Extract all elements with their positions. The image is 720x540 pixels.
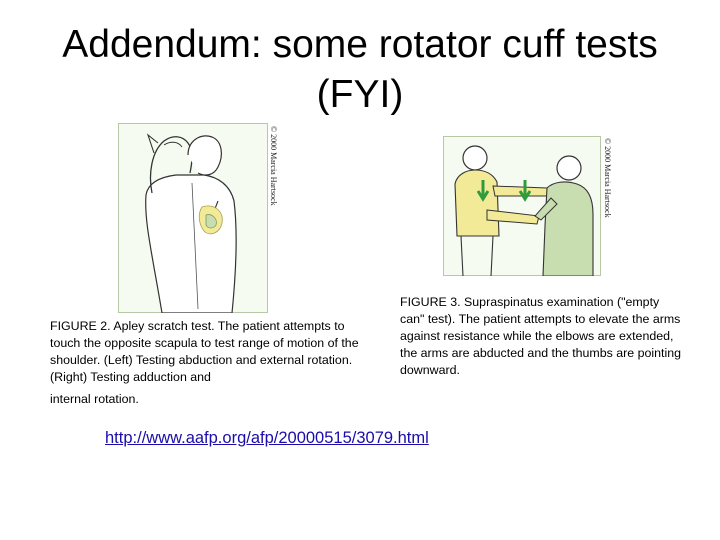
slide-title bbox=[0, 20, 720, 120]
figure-3-caption: FIGURE 3. Supraspinatus examination ("empty can" test). The patient attempts to elevate the arms against resistance while the elbows are extended, the arms are abducted and the thumbs are pointing downward. bbox=[400, 295, 682, 377]
title-line-1: Addendum: some rotator cuff tests bbox=[62, 23, 658, 66]
right-copyright: © 2000 Marcia Hartsock bbox=[603, 138, 612, 218]
aafp-article-link[interactable]: http://www.aafp.org/afp/20000515/3079.html bbox=[105, 429, 429, 447]
figure-2-caption-tail: internal rotation. bbox=[50, 392, 139, 406]
empty-can-illustration bbox=[443, 136, 601, 276]
title-line-2: (FYI) bbox=[316, 73, 404, 116]
figure-2-caption: FIGURE 2. Apley scratch test. The patient attempts to touch the opposite scapula to test range of motion of the shoulder. (Left) Testing abduction and external rotation. (Right) Testing adduction and bbox=[50, 319, 359, 384]
left-copyright: © 2000 Marcia Hartsock bbox=[269, 126, 278, 206]
apley-scratch-illustration bbox=[118, 123, 268, 313]
